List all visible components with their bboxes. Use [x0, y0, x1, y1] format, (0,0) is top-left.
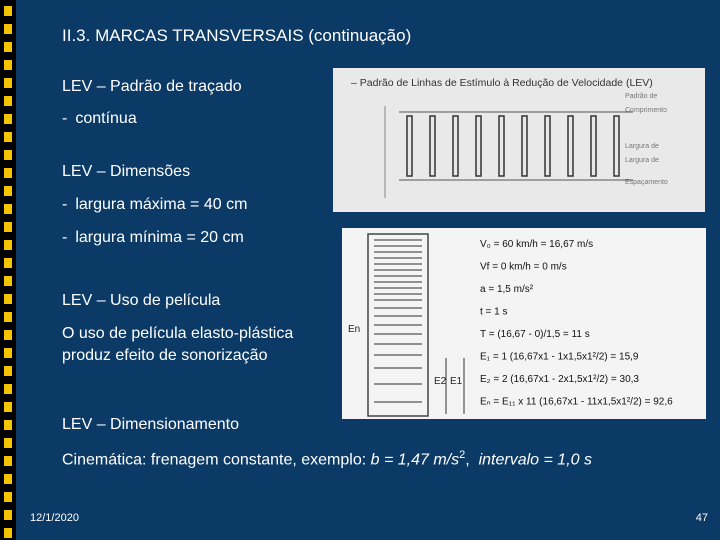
film-hole: [4, 6, 12, 16]
lev-bar: [430, 116, 435, 176]
film-hole: [4, 42, 12, 52]
film-strip-border: [0, 0, 16, 540]
slide-title: II.3. MARCAS TRANSVERSAIS (continuação): [62, 26, 412, 45]
pattern-item-text: contínua: [75, 110, 137, 127]
label-en: En: [348, 324, 361, 335]
kinematics-interval: intervalo = 1,0 s: [478, 451, 592, 469]
lev-pattern-figure: [333, 68, 705, 212]
side-note-1: Padrão de: [625, 93, 658, 100]
lev-bars: [407, 116, 619, 176]
film-hole: [4, 294, 12, 304]
film-hole: [4, 366, 12, 376]
dimension-min: - largura mínima = 20 cm: [62, 229, 244, 246]
formula-line: V₀ = 60 km/h = 16,67 m/s: [480, 239, 594, 250]
film-hole: [4, 204, 12, 214]
dimensions-heading: LEV – Dimensões: [62, 163, 191, 180]
lev-bar: [522, 116, 527, 176]
lev-bar: [499, 116, 504, 176]
lev-bar: [407, 116, 412, 176]
pattern-item: - contínua: [62, 110, 137, 127]
film-hole: [4, 528, 12, 538]
dimension-max: - largura máxima = 40 cm: [62, 196, 248, 213]
film-hole: [4, 510, 12, 520]
lev-bar: [476, 116, 481, 176]
film-hole: [4, 348, 12, 358]
kinematics-separator: ,: [465, 451, 479, 469]
film-hole: [4, 402, 12, 412]
lev-bar: [545, 116, 550, 176]
lev-pattern-caption: – Padrão de Linhas de Estímulo à Redução de Velocidade (LEV): [351, 77, 653, 89]
lev-bar: [614, 116, 619, 176]
film-heading: LEV – Uso de película: [62, 292, 221, 309]
side-note-4: Largura de: [625, 157, 659, 164]
film-hole: [4, 330, 12, 340]
film-hole: [4, 456, 12, 466]
film-hole: [4, 438, 12, 448]
film-text-line-1: O uso de película elasto-plástica: [62, 325, 294, 342]
film-hole: [4, 420, 12, 430]
film-hole: [4, 186, 12, 196]
pattern-heading: LEV – Padrão de traçado: [62, 78, 242, 95]
film-hole: [4, 312, 12, 322]
film-hole: [4, 276, 12, 286]
footer-date: 12/1/2020: [30, 512, 79, 524]
film-hole: [4, 114, 12, 124]
film-hole: [4, 78, 12, 88]
formula-line: a = 1,5 m/s²: [480, 284, 534, 295]
lev-sizing-drawing: [342, 228, 706, 419]
kinematics-prefix: Cinemática: frenagem constante, exemplo:: [62, 451, 371, 469]
lev-bar: [591, 116, 596, 176]
dimension-max-text: largura máxima = 40 cm: [75, 196, 248, 213]
film-hole: [4, 492, 12, 502]
film-hole: [4, 60, 12, 70]
kinematics-exponent: 2: [459, 449, 466, 461]
kinematics-b: b = 1,47 m/s: [370, 451, 460, 469]
film-hole: [4, 258, 12, 268]
label-e1: E1: [450, 376, 463, 387]
film-hole: [4, 222, 12, 232]
sizing-heading: LEV – Dimensionamento: [62, 416, 239, 433]
lev-bar: [568, 116, 573, 176]
formula-line: t = 1 s: [480, 306, 508, 318]
lev-pattern-drawing: [333, 68, 705, 212]
formula-line: Vf = 0 km/h = 0 m/s: [480, 261, 567, 273]
dimension-min-text: largura mínima = 20 cm: [75, 229, 244, 246]
film-hole: [4, 384, 12, 394]
page-number: 47: [695, 512, 708, 524]
kinematics-line: [62, 449, 592, 469]
film-hole: [4, 150, 12, 160]
formula-line: E₂ = 2 (16,67x1 - 2x1,5x1²/2) = 30,3: [480, 374, 639, 385]
film-hole: [4, 96, 12, 106]
lev-sizing-figure: [342, 228, 706, 419]
formula-line: T = (16,67 - 0)/1,5 = 11 s: [480, 329, 590, 340]
side-note-5: Espaçamento: [625, 179, 668, 186]
formula-list: [480, 239, 673, 408]
film-hole: [4, 24, 12, 34]
side-note-2: Comprimento: [625, 107, 668, 114]
film-hole: [4, 168, 12, 178]
lev-bar: [453, 116, 458, 176]
label-e2: E2: [434, 376, 447, 387]
lane-lines: [374, 240, 422, 402]
film-hole: [4, 474, 12, 484]
film-text-line-2: produz efeito de sonorização: [62, 347, 268, 364]
film-hole: [4, 132, 12, 142]
film-hole: [4, 240, 12, 250]
side-note-3: Largura de: [625, 143, 659, 150]
formula-line: E₁ = 1 (16,67x1 - 1x1,5x1²/2) = 15,9: [480, 351, 639, 363]
formula-line: Eₙ = E₁₁ x 11 (16,67x1 - 11x1,5x1²/2) = 92,6: [480, 396, 673, 408]
